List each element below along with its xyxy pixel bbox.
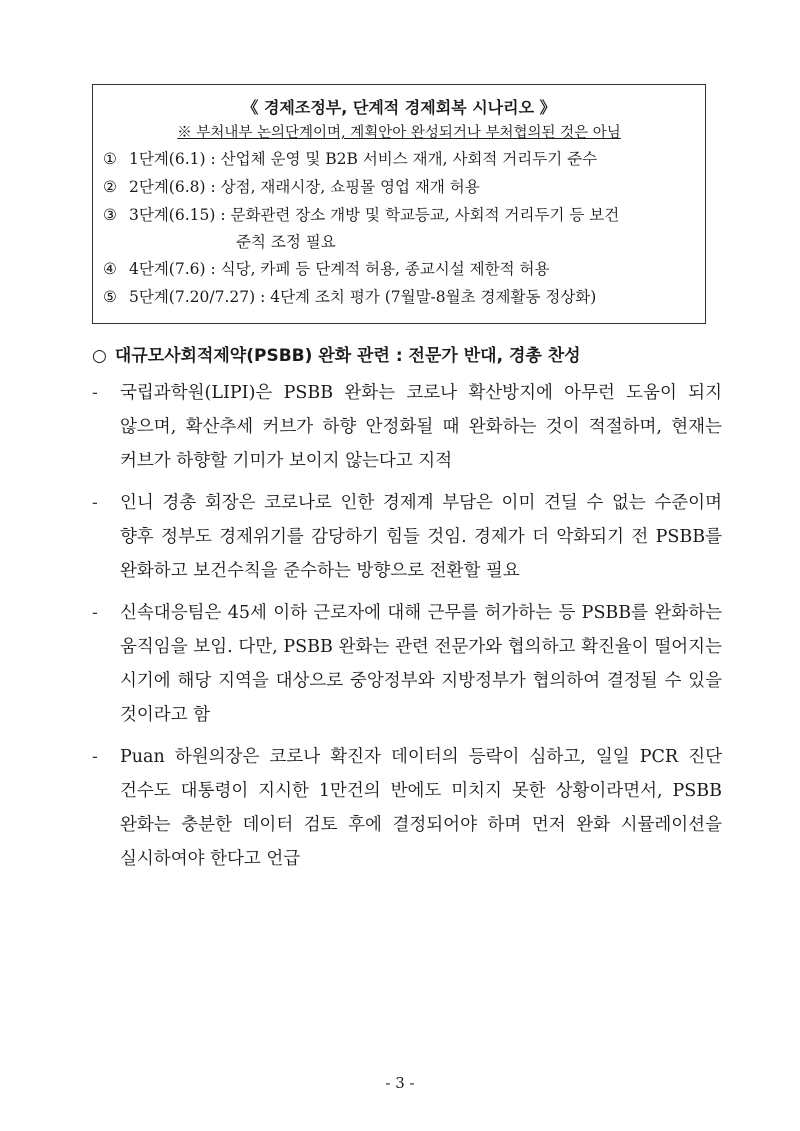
scenario-step-1 (103, 145, 695, 173)
dash-marker: - (92, 383, 98, 403)
scenario-step-4 (103, 255, 695, 283)
section-heading-text: 대규모사회적제약(PSBB) 완화 관련 : 전문가 반대, 경총 찬성 (114, 346, 581, 366)
step-number: ① (103, 150, 117, 168)
box-title: 《 경제조정부, 단계적 경제회복 시나리오 》 (242, 98, 556, 117)
step-number: ③ (103, 206, 117, 224)
step-number: ⑤ (103, 288, 117, 306)
scenario-box (92, 84, 706, 324)
step-text: 3단계(6.15) : 문화관련 장소 개방 및 학교등교, 사회적 거리두기 등 보건 (129, 206, 620, 224)
scenario-step-3-continuation: 준칙 조정 필요 (236, 233, 336, 251)
step-number: ④ (103, 260, 117, 278)
box-note-text: ※ 부처내부 논의단계이며, 계획안아 완성되거나 부처협의된 것은 아님 (177, 125, 621, 141)
page-number: - 3 - (385, 1074, 415, 1092)
dash-marker: - (92, 603, 98, 623)
bullet-item (92, 486, 722, 588)
step-text: 5단계(7.20/7.27) : 4단계 조치 평가 (7월말-8월초 경제활동 정상화) (129, 288, 597, 306)
step-text: 1단계(6.1) : 산업체 운영 및 B2B 서비스 재개, 사회적 거리두기 준수 (129, 150, 598, 168)
circle-bullet-icon: ○ (92, 346, 107, 366)
scenario-step-5 (103, 283, 695, 311)
step-text: 4단계(7.6) : 식당, 카페 등 단계적 허용, 종교시설 제한적 허용 (129, 260, 550, 278)
section-heading (92, 341, 581, 371)
scenario-step-3 (103, 201, 695, 229)
bullet-item (92, 740, 722, 876)
box-note (103, 121, 695, 145)
bullet-list (92, 376, 722, 884)
dash-marker: - (92, 493, 98, 513)
bullet-text: Puan 하원의장은 코로나 확진자 데이터의 등락이 심하고, 일일 PCR 진단 건수도 대통령이 지시한 1만건의 반에도 미치지 못한 상황이라면서, PSBB 완화는 충분한 데이터 검토 후에 결정되어야 하며 먼저 완화 시뮬레이션을 실시하여야 한다고 언급 (120, 747, 722, 869)
scenario-step-2 (103, 173, 695, 201)
bullet-text: 인니 경총 회장은 코로나로 인한 경제계 부담은 이미 견딜 수 없는 수준이며 향후 정부도 경제위기를 감당하기 힘들 것임. 경제가 더 악화되기 전 PSBB를 완화하고 보건수칙을 준수하는 방향으로 전환할 필요 (120, 493, 722, 581)
dash-marker: - (92, 747, 98, 767)
bullet-text: 신속대응팀은 45세 이하 근로자에 대해 근무를 허가하는 등 PSBB를 완화하는 움직임을 보임. 다만, PSBB 완화는 관련 전문가와 협의하고 확진율이 떨어지는 시기에 해당 지역을 대상으로 중앙정부와 지방정부가 협의하여 결정될 수 있을 것이라고 함 (120, 603, 722, 725)
step-number: ② (103, 178, 117, 196)
bullet-item (92, 596, 722, 732)
bullet-text: 국립과학원(LIPI)은 PSBB 완화는 코로나 확산방지에 아무런 도움이 되지 않으며, 확산추세 커브가 하향 안정화될 때 완화하는 것이 적절하며, 현재는 커브가 하향할 기미가 보이지 않는다고 지적 (120, 383, 722, 471)
bullet-item (92, 376, 722, 478)
step-text: 2단계(6.8) : 상점, 재래시장, 쇼핑몰 영업 재개 허용 (129, 178, 480, 196)
